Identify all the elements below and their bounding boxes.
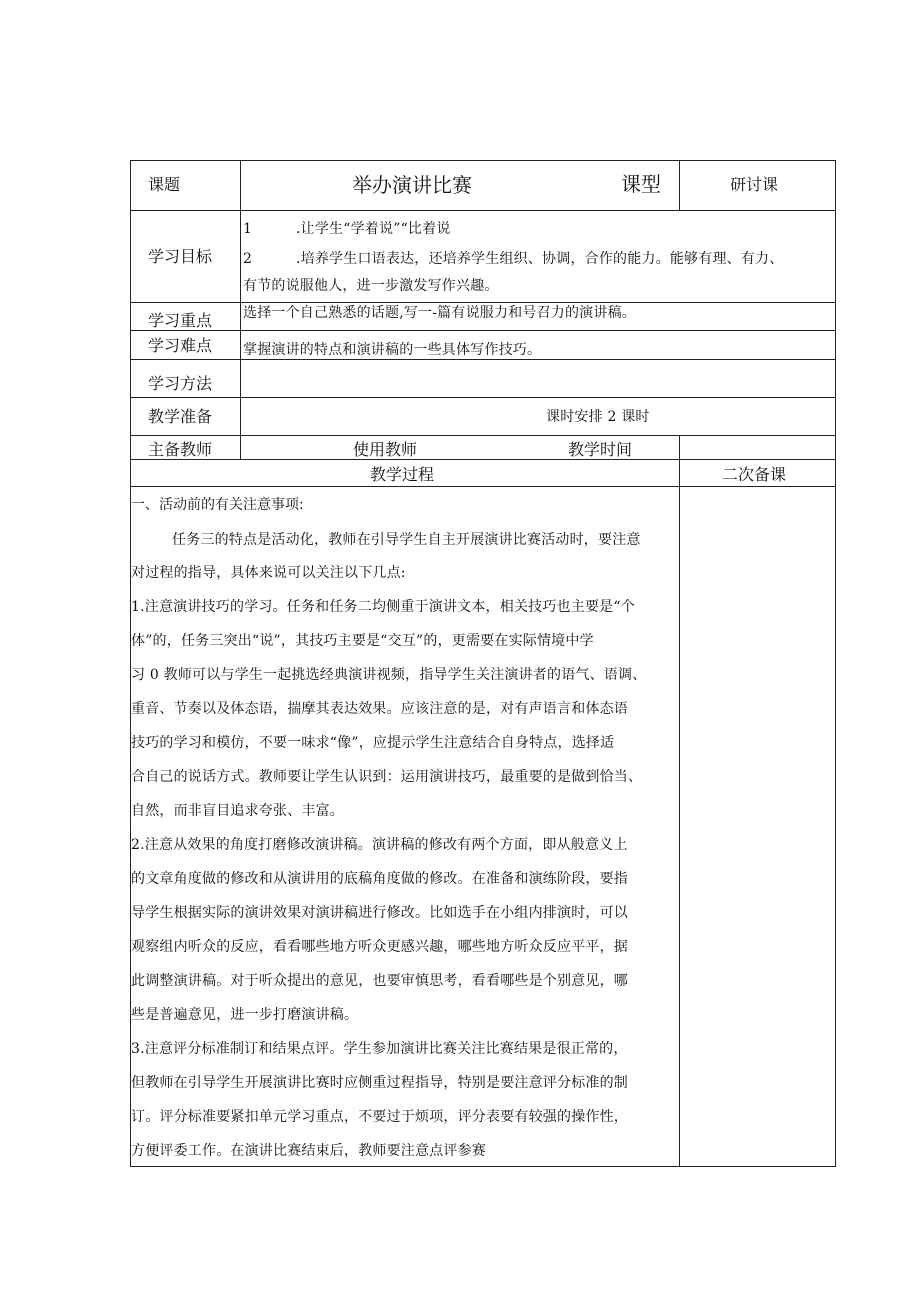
main-teacher-label: 主备教师 (148, 440, 213, 459)
process-line: 些是普遍意见，进一步打磨演讲稿。 (131, 1007, 359, 1023)
goal-2-number: 2 (243, 251, 253, 267)
topic-label: 课题 (148, 175, 181, 194)
second-prep-header: 二次备课 (722, 465, 787, 484)
process-line: 自然，而非盲目追求夸张、丰富。 (131, 803, 344, 819)
table-border-right (835, 160, 836, 1167)
goal-2-continued: 有节的说服他人，进一步激发写作兴趣。 (243, 278, 499, 294)
process-line: 体”的，任务三突出“说”，其技巧主要是“交互”的，更需要在实际情境中学 (131, 633, 594, 649)
difficulty-label: 学习难点 (148, 336, 213, 355)
process-header: 教学过程 (370, 465, 435, 484)
goal-1-text: .让学生“学着说”“比着说 (296, 221, 451, 237)
focus-label: 学习重点 (148, 311, 213, 330)
table-rule (130, 359, 836, 360)
table-rule (130, 330, 836, 331)
schedule-text: 课时安排 2 课时 (546, 409, 650, 425)
difficulty-text: 掌握演讲的特点和演讲稿的一些具体写作技巧。 (243, 342, 542, 358)
process-line: 但教师在引导学生开展演讲比赛时应侧重过程指导，特别是要注意评分标准的制 (131, 1075, 628, 1091)
process-line: 技巧的学习和模仿，不要一味求“像”，应提示学生注意结合自身特点，选择适 (131, 735, 615, 751)
process-line: 合自己的说话方式。教师要让学生认识到：运用演讲技巧，最重要的是做到恰当、 (131, 769, 643, 785)
preparation-label: 教学准备 (148, 407, 213, 426)
process-line: 的文章角度做的修改和从演讲用的底稿角度做的修改。在准备和演练阶段，要指 (131, 871, 628, 887)
table-rule (130, 435, 836, 436)
process-line: 任务三的特点是活动化，教师在引导学生自主开展演讲比赛活动时，要注意 (172, 532, 641, 548)
process-line: 3.注意评分标准制订和结果点评。学生参加演讲比赛关注比赛结果是很正常的， (131, 1041, 628, 1057)
table-rule (130, 486, 836, 487)
table-col-divider (679, 160, 680, 211)
table-col-divider (679, 435, 680, 1167)
goal-1-number: 1 (243, 221, 253, 237)
teaching-time-label: 教学时间 (568, 440, 633, 459)
topic-value: 举办演讲比赛 (352, 173, 472, 197)
section-title: 一、活动前的有关注意事项: (131, 497, 304, 513)
process-line: 导学生根据实际的演讲效果对演讲稿进行修改。比如选手在小组内排演时，可以 (131, 905, 628, 921)
process-line: 重音、节奏以及体态语，揣摩其表达效果。应该注意的是，对有声语言和体态语 (131, 701, 628, 717)
table-border-top (130, 160, 836, 161)
table-rule (130, 459, 836, 460)
process-line: 方便评委工作。在演讲比赛结束后，教师要注意点评参赛 (131, 1143, 486, 1159)
type-value: 研讨课 (730, 175, 779, 194)
process-line: 订。评分标准要紧扣单元学习重点，不要过于烦项，评分表要有较强的操作性， (131, 1109, 628, 1125)
table-rule (130, 302, 836, 303)
user-teacher-label: 使用教师 (353, 440, 418, 459)
table-border-bottom (130, 1166, 836, 1167)
type-label: 课型 (621, 172, 661, 196)
goal-2-text: .培养学生口语表达，还培养学生组织、协调，合作的能力。能够有理、有力、 (296, 251, 784, 267)
process-line: 1.注意演讲技巧的学习。任务和任务二均侧重于演讲文本，相关技巧也主要是“个 (131, 599, 635, 615)
process-line: 习 0 教师可以与学生一起挑选经典演讲视频，指导学生关注演讲者的语气、语调、 (131, 667, 647, 683)
process-line: 观察组内听众的反应，看看哪些地方听众更感兴趣，哪些地方听众反应平平，据 (131, 939, 628, 955)
process-line: 此调整演讲稿。对于听众提出的意见，也要审慎思考，看看哪些是个别意见，哪 (131, 973, 628, 989)
table-rule (130, 397, 836, 398)
table-rule (130, 210, 836, 211)
method-label: 学习方法 (148, 374, 213, 393)
process-line: 对过程的指导，具体来说可以关注以下几点: (131, 565, 406, 581)
process-line: 2.注意从效果的角度打磨修改演讲稿。演讲稿的修改有两个方面，即从般意义上 (131, 837, 628, 853)
table-col-divider (240, 160, 241, 460)
focus-text: 选择一个自己熟悉的话题,写一-篇有说服力和号召力的演讲稿。 (243, 305, 636, 321)
goals-label: 学习目标 (148, 247, 213, 266)
